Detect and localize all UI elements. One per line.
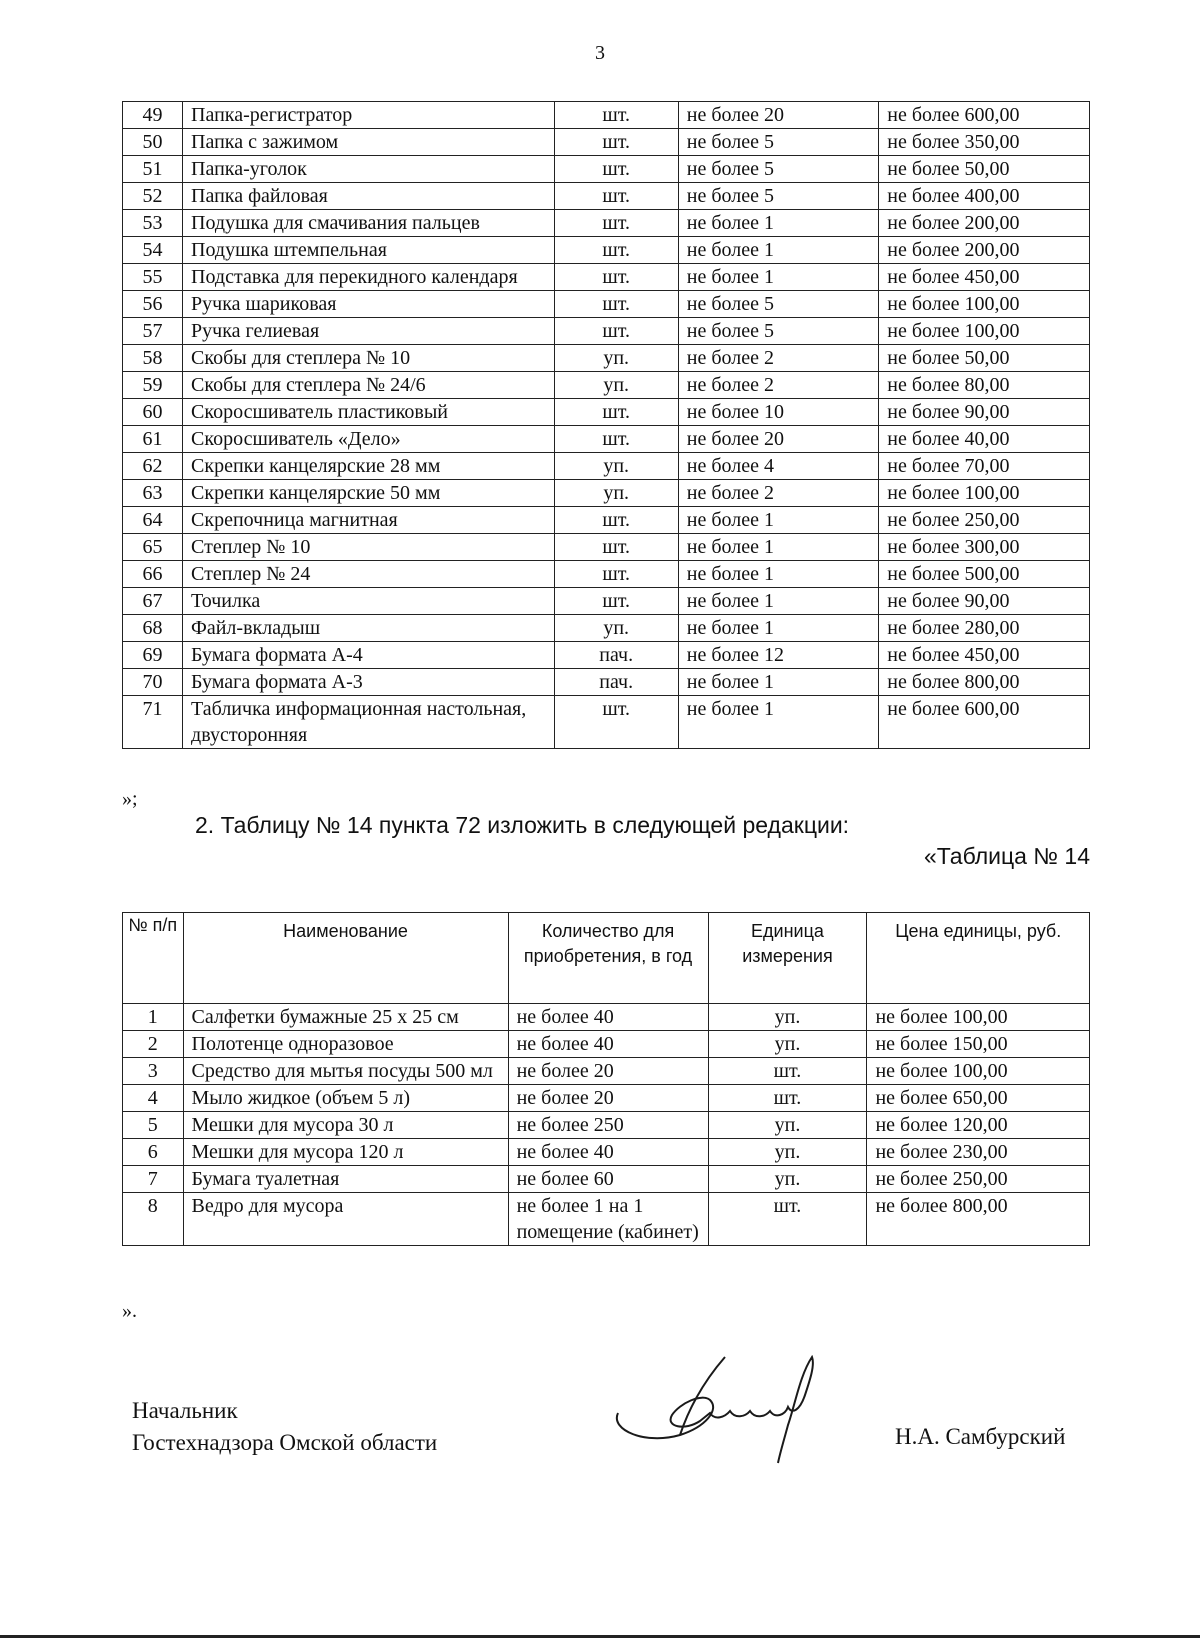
stationery-table [122, 101, 1090, 749]
cell-price: не более 90,00 [879, 588, 1090, 615]
cell-qty: не более 1 [678, 237, 879, 264]
table-row [123, 534, 1090, 561]
cell-n: 8 [123, 1193, 184, 1246]
cell-price: не более 120,00 [867, 1112, 1090, 1139]
table-row [123, 480, 1090, 507]
cell-n: 1 [123, 1004, 184, 1031]
cell-name: Полотенце одноразовое [183, 1031, 508, 1058]
cell-price: не более 150,00 [867, 1031, 1090, 1058]
cell-price: не более 650,00 [867, 1085, 1090, 1112]
cell-name: Папка-регистратор [183, 102, 555, 129]
cell-unit: шт. [554, 210, 678, 237]
table-row [123, 1031, 1090, 1058]
table-row [123, 426, 1090, 453]
cell-price: не более 800,00 [879, 669, 1090, 696]
table-row [123, 237, 1090, 264]
cell-unit: шт. [554, 291, 678, 318]
cell-name: Ручка гелиевая [183, 318, 555, 345]
cell-price: не более 40,00 [879, 426, 1090, 453]
cell-price: не более 600,00 [879, 696, 1090, 749]
cell-name: Скрепки канцелярские 50 мм [183, 480, 555, 507]
table-row [123, 1004, 1090, 1031]
cell-qty: не более 2 [678, 480, 879, 507]
cell-price: не более 600,00 [879, 102, 1090, 129]
table-row [123, 399, 1090, 426]
cell-unit: шт. [554, 426, 678, 453]
cell-name: Подставка для перекидного календаря [183, 264, 555, 291]
cell-price: не более 250,00 [867, 1166, 1090, 1193]
cell-price: не более 350,00 [879, 129, 1090, 156]
table-row [123, 345, 1090, 372]
cell-name: Ручка шариковая [183, 291, 555, 318]
signatory-position: Начальник [132, 1398, 238, 1423]
cell-name: Ведро для мусора [183, 1193, 508, 1246]
cell-unit: шт. [554, 399, 678, 426]
signatory-title [132, 1395, 437, 1459]
cell-price: не более 70,00 [879, 453, 1090, 480]
cell-price: не более 400,00 [879, 183, 1090, 210]
cell-price: не более 500,00 [879, 561, 1090, 588]
signer-name: Н.А. Самбурский [895, 1424, 1066, 1449]
cell-unit: шт. [554, 561, 678, 588]
cell-unit: шт. [554, 318, 678, 345]
cell-n: 5 [123, 1112, 184, 1139]
cell-n: 59 [123, 372, 183, 399]
cell-name: Скрепки канцелярские 28 мм [183, 453, 555, 480]
cell-qty: не более 20 [678, 426, 879, 453]
cell-name: Бумага формата А-3 [183, 669, 555, 696]
cell-n: 4 [123, 1085, 184, 1112]
cell-qty: не более 20 [508, 1085, 708, 1112]
cell-qty: не более 1 [678, 696, 879, 749]
table-row [123, 1112, 1090, 1139]
table-row [123, 669, 1090, 696]
cell-n: 6 [123, 1139, 184, 1166]
cell-price: не более 100,00 [879, 480, 1090, 507]
cell-n: 50 [123, 129, 183, 156]
cell-qty: не более 250 [508, 1112, 708, 1139]
cell-n: 70 [123, 669, 183, 696]
cell-price: не более 100,00 [867, 1058, 1090, 1085]
cell-unit: шт. [554, 588, 678, 615]
cell-qty: не более 5 [678, 156, 879, 183]
cell-name: Бумага формата А-4 [183, 642, 555, 669]
cell-n: 49 [123, 102, 183, 129]
cell-unit: шт. [554, 237, 678, 264]
cell-price: не более 200,00 [879, 237, 1090, 264]
cell-price: не более 230,00 [867, 1139, 1090, 1166]
cell-price: не более 80,00 [879, 372, 1090, 399]
table-caption: «Таблица № 14 [923, 843, 1090, 869]
cell-name: Средство для мытья посуды 500 мл [183, 1058, 508, 1085]
cell-price: не более 50,00 [879, 345, 1090, 372]
cell-unit: уп. [554, 372, 678, 399]
cell-qty: не более 2 [678, 345, 879, 372]
cell-name: Степлер № 24 [183, 561, 555, 588]
cell-n: 60 [123, 399, 183, 426]
table-row [123, 156, 1090, 183]
cell-unit: шт. [554, 507, 678, 534]
cell-qty: не более 2 [678, 372, 879, 399]
cell-unit: шт. [708, 1058, 867, 1085]
page-bottom-border [0, 1635, 1200, 1638]
cell-name: Точилка [183, 588, 555, 615]
cell-unit: шт. [708, 1085, 867, 1112]
cell-n: 7 [123, 1166, 184, 1193]
closing-quote: »; [122, 788, 138, 810]
cell-name: Папка-уголок [183, 156, 555, 183]
cell-n: 3 [123, 1058, 184, 1085]
cell-qty: не более 5 [678, 183, 879, 210]
cell-unit: уп. [554, 615, 678, 642]
cell-price: не более 450,00 [879, 264, 1090, 291]
table-row [123, 453, 1090, 480]
cell-unit: шт. [554, 264, 678, 291]
cell-unit: уп. [708, 1139, 867, 1166]
cell-qty: не более 20 [508, 1058, 708, 1085]
table-header-row [123, 913, 1090, 1004]
table-row [123, 264, 1090, 291]
cell-unit: шт. [554, 534, 678, 561]
table-row [123, 372, 1090, 399]
household-table [122, 912, 1090, 1246]
cell-qty: не более 10 [678, 399, 879, 426]
cell-name: Скоросшиватель пластиковый [183, 399, 555, 426]
cell-price: не более 100,00 [879, 291, 1090, 318]
header-name: Наименование [183, 913, 508, 1004]
page-number: 3 [595, 42, 605, 64]
table-row [123, 1085, 1090, 1112]
cell-name: Салфетки бумажные 25 х 25 см [183, 1004, 508, 1031]
cell-qty: не более 12 [678, 642, 879, 669]
cell-qty: не более 40 [508, 1031, 708, 1058]
cell-name: Папка с зажимом [183, 129, 555, 156]
cell-name: Папка файловая [183, 183, 555, 210]
table-row [123, 561, 1090, 588]
cell-unit: шт. [554, 156, 678, 183]
table-row [123, 615, 1090, 642]
cell-qty: не более 1 [678, 264, 879, 291]
table-row [123, 1139, 1090, 1166]
table-row [123, 1058, 1090, 1085]
cell-price: не более 450,00 [879, 642, 1090, 669]
cell-qty: не более 1 [678, 534, 879, 561]
cell-n: 55 [123, 264, 183, 291]
header-quantity: Количество для приобретения, в год [508, 913, 708, 1004]
cell-n: 63 [123, 480, 183, 507]
cell-name: Бумага туалетная [183, 1166, 508, 1193]
cell-unit: шт. [708, 1193, 867, 1246]
cell-n: 54 [123, 237, 183, 264]
cell-name: Мешки для мусора 120 л [183, 1139, 508, 1166]
cell-n: 65 [123, 534, 183, 561]
cell-n: 64 [123, 507, 183, 534]
cell-qty: не более 40 [508, 1139, 708, 1166]
header-price: Цена единицы, руб. [867, 913, 1090, 1004]
table-row [123, 1166, 1090, 1193]
cell-qty: не более 1 [678, 669, 879, 696]
cell-n: 71 [123, 696, 183, 749]
cell-qty: не более 1 [678, 615, 879, 642]
table-row [123, 588, 1090, 615]
table-row [123, 318, 1090, 345]
cell-unit: шт. [554, 129, 678, 156]
cell-n: 56 [123, 291, 183, 318]
cell-n: 57 [123, 318, 183, 345]
cell-n: 67 [123, 588, 183, 615]
cell-price: не более 200,00 [879, 210, 1090, 237]
cell-qty: не более 1 на 1 помещение (кабинет) [508, 1193, 708, 1246]
cell-n: 61 [123, 426, 183, 453]
cell-qty: не более 1 [678, 561, 879, 588]
cell-name: Скрепочница магнитная [183, 507, 555, 534]
cell-price: не более 250,00 [879, 507, 1090, 534]
cell-name: Скобы для степлера № 10 [183, 345, 555, 372]
cell-n: 68 [123, 615, 183, 642]
table-row [123, 1193, 1090, 1246]
table-row [123, 507, 1090, 534]
cell-unit: шт. [554, 696, 678, 749]
cell-price: не более 90,00 [879, 399, 1090, 426]
cell-n: 51 [123, 156, 183, 183]
cell-unit: пач. [554, 642, 678, 669]
cell-n: 52 [123, 183, 183, 210]
table-row [123, 102, 1090, 129]
cell-unit: шт. [554, 183, 678, 210]
cell-name: Скобы для степлера № 24/6 [183, 372, 555, 399]
cell-name: Табличка информационная настольная, двусторонняя [183, 696, 555, 749]
cell-n: 62 [123, 453, 183, 480]
table-row [123, 210, 1090, 237]
cell-price: не более 100,00 [867, 1004, 1090, 1031]
cell-unit: уп. [554, 345, 678, 372]
cell-qty: не более 1 [678, 210, 879, 237]
cell-price: не более 280,00 [879, 615, 1090, 642]
cell-name: Подушка для смачивания пальцев [183, 210, 555, 237]
cell-n: 66 [123, 561, 183, 588]
cell-qty: не более 1 [678, 588, 879, 615]
table-row [123, 183, 1090, 210]
cell-qty: не более 40 [508, 1004, 708, 1031]
cell-name: Мешки для мусора 30 л [183, 1112, 508, 1139]
cell-name: Файл-вкладыш [183, 615, 555, 642]
cell-name: Подушка штемпельная [183, 237, 555, 264]
cell-n: 53 [123, 210, 183, 237]
cell-unit: уп. [708, 1004, 867, 1031]
header-unit: Единица измерения [708, 913, 867, 1004]
cell-name: Мыло жидкое (объем 5 л) [183, 1085, 508, 1112]
cell-name: Скоросшиватель «Дело» [183, 426, 555, 453]
table-row [123, 291, 1090, 318]
cell-n: 69 [123, 642, 183, 669]
cell-unit: шт. [554, 102, 678, 129]
cell-unit: уп. [554, 480, 678, 507]
amendment-paragraph: 2. Таблицу № 14 пункта 72 изложить в следующей редакции: [195, 812, 850, 838]
cell-qty: не более 5 [678, 318, 879, 345]
signatory-organization: Гостехнадзора Омской области [132, 1430, 438, 1455]
cell-qty: не более 4 [678, 453, 879, 480]
cell-price: не более 50,00 [879, 156, 1090, 183]
cell-price: не более 100,00 [879, 318, 1090, 345]
cell-unit: уп. [708, 1112, 867, 1139]
cell-qty: не более 20 [678, 102, 879, 129]
cell-n: 58 [123, 345, 183, 372]
cell-qty: не более 1 [678, 507, 879, 534]
cell-qty: не более 5 [678, 129, 879, 156]
cell-name: Степлер № 10 [183, 534, 555, 561]
table-row [123, 642, 1090, 669]
closing-quote-end: ». [122, 1300, 137, 1322]
cell-unit: уп. [708, 1031, 867, 1058]
cell-unit: пач. [554, 669, 678, 696]
cell-qty: не более 60 [508, 1166, 708, 1193]
handwritten-signature [610, 1355, 840, 1465]
header-number: № п/п [123, 913, 184, 1004]
cell-price: не более 800,00 [867, 1193, 1090, 1246]
cell-qty: не более 5 [678, 291, 879, 318]
cell-unit: уп. [708, 1166, 867, 1193]
cell-price: не более 300,00 [879, 534, 1090, 561]
table-row [123, 696, 1090, 749]
table-row [123, 129, 1090, 156]
cell-unit: уп. [554, 453, 678, 480]
cell-n: 2 [123, 1031, 184, 1058]
